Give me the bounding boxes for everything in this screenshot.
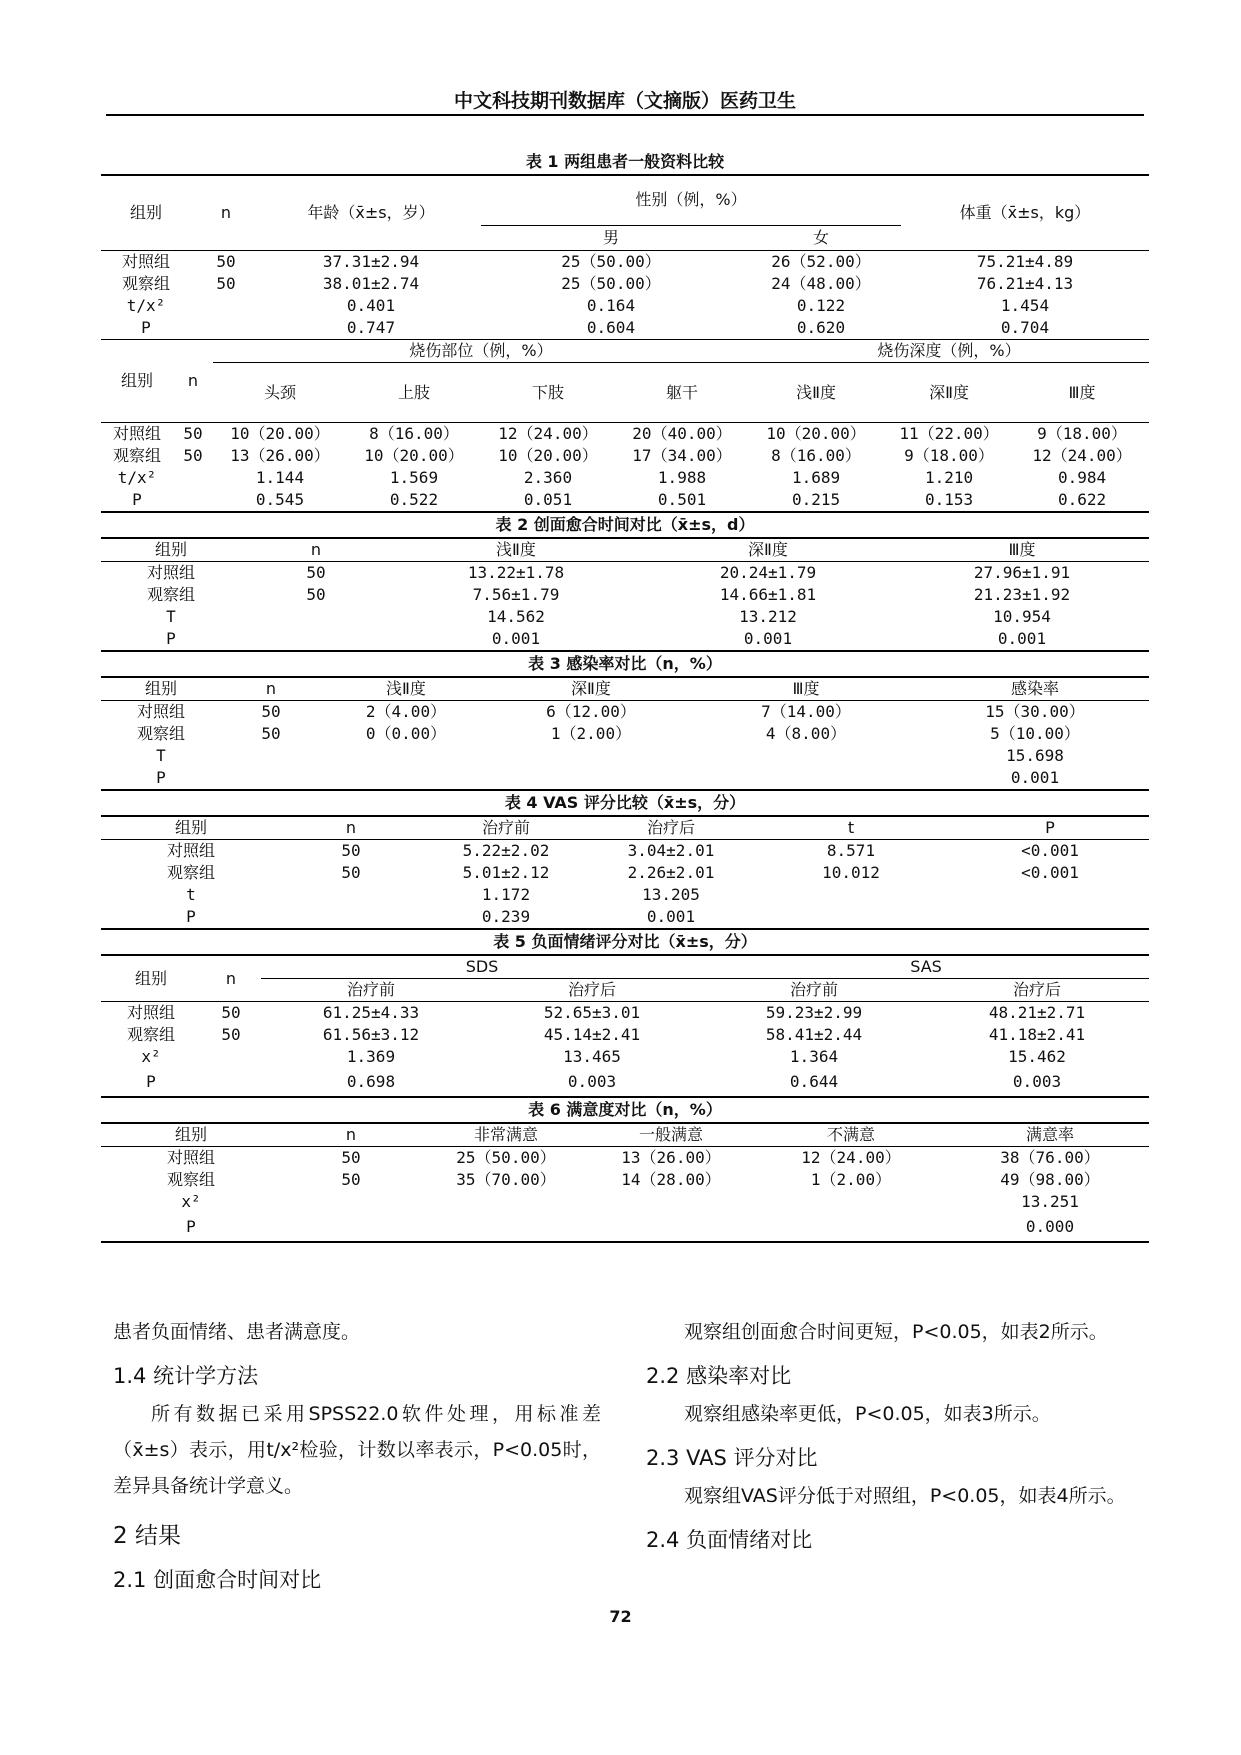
section-2-2-heading: 2.2 感染率对比 [646,1364,792,1388]
t6-cell [421,1191,591,1213]
t4-cell: 0.239 [481,907,531,926]
t4-cell: 10.012 [822,863,880,882]
right-column [646,1314,1138,1560]
t3-cell: P [156,768,166,787]
t6-h: n [345,1125,357,1144]
t4-cell: 1.172 [481,885,531,904]
t5-cell: 59.23±2.99 [765,1003,863,1022]
t1b-h-col: 头颈 [263,382,296,402]
t1-h-weight: 体重（x̄±s，kg） [959,203,1091,222]
t1b-cell: 12（24.00） [1032,446,1132,465]
t2-cell: 50 [306,585,326,604]
t1b-cell: 1.569 [389,468,439,487]
t3-cell: 50 [261,724,281,743]
t4-cell: 观察组 [166,863,215,882]
t2-h: 浅Ⅱ度 [496,540,536,559]
t1-row-male: 0.164 [586,296,636,315]
t5-cell: 45.14±2.41 [543,1025,641,1044]
running-head: 中文科技期刊数据库（文摘版）医药卫生 [453,90,796,112]
section-2-1-heading: 2.1 创面愈合时间对比 [113,1568,322,1592]
t3-cell: 0（0.00） [365,724,447,743]
t6-h: 不满意 [826,1125,875,1144]
t2-cell: 10.954 [993,607,1051,626]
t2-cell: 50 [306,563,326,582]
t2-cell: P [166,629,176,648]
t6-h: 非常满意 [473,1125,538,1144]
t5-cell: 0.003 [1012,1072,1062,1091]
t1b-cell: 9（18.00） [1037,424,1127,443]
t5-cell: 58.41±2.44 [765,1025,863,1044]
t2-h: 组别 [154,540,187,559]
t1-row-age: 37.31±2.94 [322,252,420,271]
table6 [101,1122,1149,1243]
t5-cell: 50 [221,1025,241,1044]
t5-h-sds: SDS [261,955,703,979]
t3-cell: 观察组 [136,724,185,743]
t1b-cell: 13（26.00） [230,446,330,465]
t3-cell [691,767,921,790]
t2-cell: 20.24±1.79 [719,563,817,582]
t1-row-female: 0.620 [796,318,846,337]
t3-cell: 4（8.00） [765,724,847,743]
t6-cell [421,1213,591,1242]
t3-h: 深Ⅱ度 [571,679,611,698]
t4-h: 治疗后 [646,818,695,837]
t1b-h-depth: 烧伤深度（例，%） [749,340,1149,363]
t2-h: Ⅲ度 [1008,540,1036,559]
page-number: 72 [609,1607,632,1626]
t6-cell [591,1213,751,1242]
t2-cell: 13.212 [739,607,797,626]
table2-caption: 表 2 创面愈合时间对比（x̄±s，d） [495,515,755,534]
t1b-h-col: 浅Ⅱ度 [796,382,836,402]
t5-cell: 1.364 [789,1047,839,1066]
t1-row-age: 0.401 [346,296,396,315]
t2-cell: 21.23±1.92 [973,585,1071,604]
t1b-cell: 2.360 [523,468,573,487]
t4-cell [281,884,421,906]
t5-cell: 61.25±4.33 [322,1003,420,1022]
t4-h: t [847,818,855,837]
t5-cell: P [146,1072,156,1091]
t1b-cell: 0.622 [1057,490,1107,509]
t4-h: P [1045,818,1055,837]
t2-h: n [310,540,322,559]
t5-cell: 61.56±3.12 [322,1025,420,1044]
t2-cell [241,606,391,628]
t1b-h-col: Ⅲ度 [1068,382,1096,402]
t4-cell: 对照组 [166,841,215,860]
t1b-cell: 8（16.00） [369,424,459,443]
table6-caption: 表 6 满意度对比（n，%） [528,1100,722,1119]
t5-cell: 0.644 [789,1072,839,1091]
t1-row-female: 26（52.00） [771,252,871,271]
t1b-cell: 1.144 [255,468,305,487]
t1-h-age: 年龄（x̄±s，岁） [307,203,435,222]
section-2-heading: 2 结果 [113,1523,181,1549]
right-line-1: 观察组创面愈合时间更短，P<0.05，如表2所示。 [684,1321,1108,1343]
t1b-cell: 11（22.00） [899,424,999,443]
t5-h-sub: 治疗前 [790,980,839,999]
t1-row-label: P [141,318,151,337]
table4-caption: 表 4 VAS 评分比较（x̄±s，分） [504,793,746,812]
t5-cell: 0.003 [567,1072,617,1091]
t5-h-n: n [225,968,237,988]
t5-cell [201,1046,261,1068]
section-2-2-paragraph: 观察组感染率更低，P<0.05，如表3所示。 [684,1403,1051,1425]
t1b-row-label: 对照组 [112,424,161,443]
t1b-cell: 1.689 [791,468,841,487]
section-1-4-heading: 1.4 统计学方法 [113,1364,259,1388]
t4-cell: 13.205 [642,885,700,904]
t2-cell: T [166,607,176,626]
t3-cell: 0.001 [1010,768,1060,787]
t6-cell: 13（26.00） [621,1148,721,1167]
t1-row-male: 25（50.00） [561,274,661,293]
t4-cell: 0.001 [646,907,696,926]
t1b-cell: 12（24.00） [498,424,598,443]
t3-cell: 5（10.00） [990,724,1080,743]
t4-cell [951,884,1149,906]
t1b-row-label: t/x² [117,468,157,487]
t5-cell: 48.21±2.71 [988,1003,1086,1022]
t6-cell: x² [181,1192,201,1211]
t5-h-sub: 治疗前 [346,980,395,999]
t4-cell: 50 [341,863,361,882]
t1b-h-site: 烧伤部位（例，%） [213,340,749,363]
t1b-cell: 0.501 [657,490,707,509]
t6-h: 满意率 [1025,1125,1074,1144]
t2-cell [241,628,391,651]
t1b-row-n [173,489,213,512]
t6-h: 一般满意 [638,1125,703,1144]
t6-cell: 38（76.00） [1000,1148,1100,1167]
t1b-cell: 0.545 [255,490,305,509]
section-2-3-paragraph: 观察组VAS评分低于对照组，P<0.05，如表4所示。 [684,1485,1126,1507]
t5-cell: 0.698 [346,1072,396,1091]
t1-h-group: 组别 [129,203,162,222]
t1b-cell: 1.210 [924,468,974,487]
t6-cell: 观察组 [166,1170,215,1189]
t1-row-age: 38.01±2.74 [322,274,420,293]
t6-cell [751,1191,951,1213]
t2-cell: 观察组 [146,585,195,604]
t1-row-n [191,295,261,317]
t4-cell: 5.22±2.02 [462,841,550,860]
t5-cell: 对照组 [126,1003,175,1022]
t1-h-n: n [220,203,232,222]
t4-cell: 8.571 [826,841,876,860]
t1b-row-n: 50 [183,424,203,443]
t1-h-female: 女 [812,227,829,247]
t3-cell: T [156,746,166,765]
t2-cell: 13.22±1.78 [467,563,565,582]
t5-cell: 13.465 [563,1047,621,1066]
t6-cell: 14（28.00） [621,1170,721,1189]
t4-cell: 2.26±2.01 [627,863,715,882]
t1b-cell: 20（40.00） [632,424,732,443]
t1b-row-n: 50 [183,446,203,465]
table1-part2 [101,340,1149,513]
t5-h-sub: 治疗后 [1013,980,1062,999]
t2-cell: 0.001 [491,629,541,648]
t5-h-sas: SAS [703,955,1149,979]
t1b-cell: 10（20.00） [364,446,464,465]
t2-cell: 对照组 [146,563,195,582]
t3-h: 组别 [144,679,177,698]
t3-h: 感染率 [1010,679,1059,698]
t4-cell: P [186,907,196,926]
t1b-h-col: 深Ⅱ度 [929,382,969,402]
t6-cell [281,1191,421,1213]
t1-row-n [191,317,261,340]
t6-cell: 1（2.00） [810,1170,892,1189]
t2-cell: 27.96±1.91 [973,563,1071,582]
t5-cell: x² [141,1047,161,1066]
t1-row-weight: 76.21±4.13 [976,274,1074,293]
t1b-cell: 8（16.00） [771,446,861,465]
t4-cell: <0.001 [1021,863,1079,882]
left-line-1: 患者负面情绪、患者满意度。 [113,1321,361,1343]
t3-cell [691,745,921,767]
tables-block [101,150,1149,1243]
t4-cell: t [186,885,196,904]
t6-cell: 50 [341,1148,361,1167]
t3-cell [321,745,491,767]
t4-cell: <0.001 [1021,841,1079,860]
t6-cell: 49（98.00） [1000,1170,1100,1189]
t1-h-sex: 性别（例，%） [635,190,747,210]
t5-h-group: 组别 [134,968,167,988]
t1b-h-n: n [187,371,199,390]
t3-cell: 2（4.00） [365,702,447,721]
t3-cell: 50 [261,702,281,721]
t1b-cell: 10（20.00） [230,424,330,443]
t4-h: 组别 [174,818,207,837]
t3-cell [491,745,691,767]
t3-h: 浅Ⅱ度 [386,679,426,698]
t1-row-n: 50 [216,274,236,293]
t1b-cell: 10（20.00） [498,446,598,465]
t1-row-male: 0.604 [586,318,636,337]
t6-cell: 0.000 [1025,1217,1075,1236]
t1b-cell: 0.984 [1057,468,1107,487]
t2-h: 深Ⅱ度 [748,540,788,559]
t1b-cell: 10（20.00） [766,424,866,443]
table1-caption: 表 1 两组患者一般资料比较 [525,152,725,171]
t1b-row-label: P [132,490,142,509]
section-1-4-paragraph: 所有数据已采用SPSS22.0软件处理，用标准差（x̄±s）表示，用t/x²检验，计数以率表示，P<0.05时，差异具备统计学意义。 [113,1403,601,1497]
t5-cell: 41.18±2.41 [988,1025,1086,1044]
t1-row-female: 24（48.00） [771,274,871,293]
t4-cell [951,906,1149,929]
t1b-row-n [173,467,213,489]
t4-cell: 5.01±2.12 [462,863,550,882]
t4-cell [281,906,421,929]
t1b-cell: 0.153 [924,490,974,509]
t3-h: Ⅲ度 [792,679,820,698]
t6-cell [591,1191,751,1213]
table5 [101,954,1149,1098]
t6-cell: 50 [341,1170,361,1189]
t5-cell [201,1068,261,1097]
t6-cell: 13.251 [1021,1192,1079,1211]
t1b-cell: 9（18.00） [904,446,994,465]
t3-cell: 1（2.00） [550,724,632,743]
t2-cell: 14.562 [487,607,545,626]
t5-cell: 52.65±3.01 [543,1003,641,1022]
section-2-3-heading: 2.3 VAS 评分对比 [646,1446,818,1470]
t1b-cell: 1.988 [657,468,707,487]
t3-cell: 6（12.00） [546,702,636,721]
table3-caption: 表 3 感染率对比（n，%） [528,654,722,673]
t3-cell: 对照组 [136,702,185,721]
t6-cell: 12（24.00） [801,1148,901,1167]
t5-cell: 1.369 [346,1047,396,1066]
t1-row-label: 观察组 [121,274,170,293]
t5-cell: 15.462 [1008,1047,1066,1066]
t1b-cell: 17（34.00） [632,446,732,465]
t2-cell: 14.66±1.81 [719,585,817,604]
t3-cell [221,767,321,790]
table5-caption: 表 5 负面情绪评分对比（x̄±s，分） [493,932,757,951]
t3-h: n [265,679,277,698]
t1-row-female: 0.122 [796,296,846,315]
t1-row-n: 50 [216,252,236,271]
t5-cell: 观察组 [126,1025,175,1044]
t4-cell [751,906,951,929]
t1-row-weight: 75.21±4.89 [976,252,1074,271]
t1-row-label: 对照组 [121,252,170,271]
t1b-h-col: 躯干 [666,382,699,402]
header-rule [106,114,1144,116]
table1-part1 [101,174,1149,340]
t6-cell: 25（50.00） [456,1148,556,1167]
table4 [101,815,1149,930]
t1b-h-col: 上肢 [397,382,430,402]
t6-cell [751,1213,951,1242]
t6-h: 组别 [174,1125,207,1144]
t3-cell: 7（14.00） [761,702,851,721]
t4-cell [751,884,951,906]
t1b-row-label: 观察组 [112,446,161,465]
t1-row-weight: 1.454 [1000,296,1050,315]
t1b-h-group: 组别 [120,371,153,390]
t4-h: n [345,818,357,837]
section-2-4-heading: 2.4 负面情绪对比 [646,1528,813,1552]
t2-cell: 7.56±1.79 [472,585,560,604]
t4-h: 治疗前 [481,818,530,837]
t4-cell: 50 [341,841,361,860]
t2-cell: 0.001 [743,629,793,648]
t1-row-male: 25（50.00） [561,252,661,271]
t1-row-weight: 0.704 [1000,318,1050,337]
t3-cell: 15.698 [1006,746,1064,765]
t1-row-label: t/x² [126,296,166,315]
t5-cell: 50 [221,1003,241,1022]
t4-cell: 3.04±2.01 [627,841,715,860]
t3-cell [491,767,691,790]
t3-cell [321,767,491,790]
t5-h-sub: 治疗后 [568,980,617,999]
t1b-h-col: 下肢 [531,382,564,402]
t6-cell [281,1213,421,1242]
t1-row-age: 0.747 [346,318,396,337]
t1b-cell: 0.215 [791,490,841,509]
t3-cell: 15（30.00） [985,702,1085,721]
left-column [113,1314,601,1600]
t1b-cell: 0.522 [389,490,439,509]
t6-cell: P [186,1217,196,1236]
t1-h-male: 男 [602,227,619,247]
t6-cell: 35（70.00） [456,1170,556,1189]
table2 [101,537,1149,652]
t1b-cell: 0.051 [523,490,573,509]
t3-cell [221,745,321,767]
table3 [101,676,1149,791]
t2-cell: 0.001 [997,629,1047,648]
t6-cell: 对照组 [166,1148,215,1167]
